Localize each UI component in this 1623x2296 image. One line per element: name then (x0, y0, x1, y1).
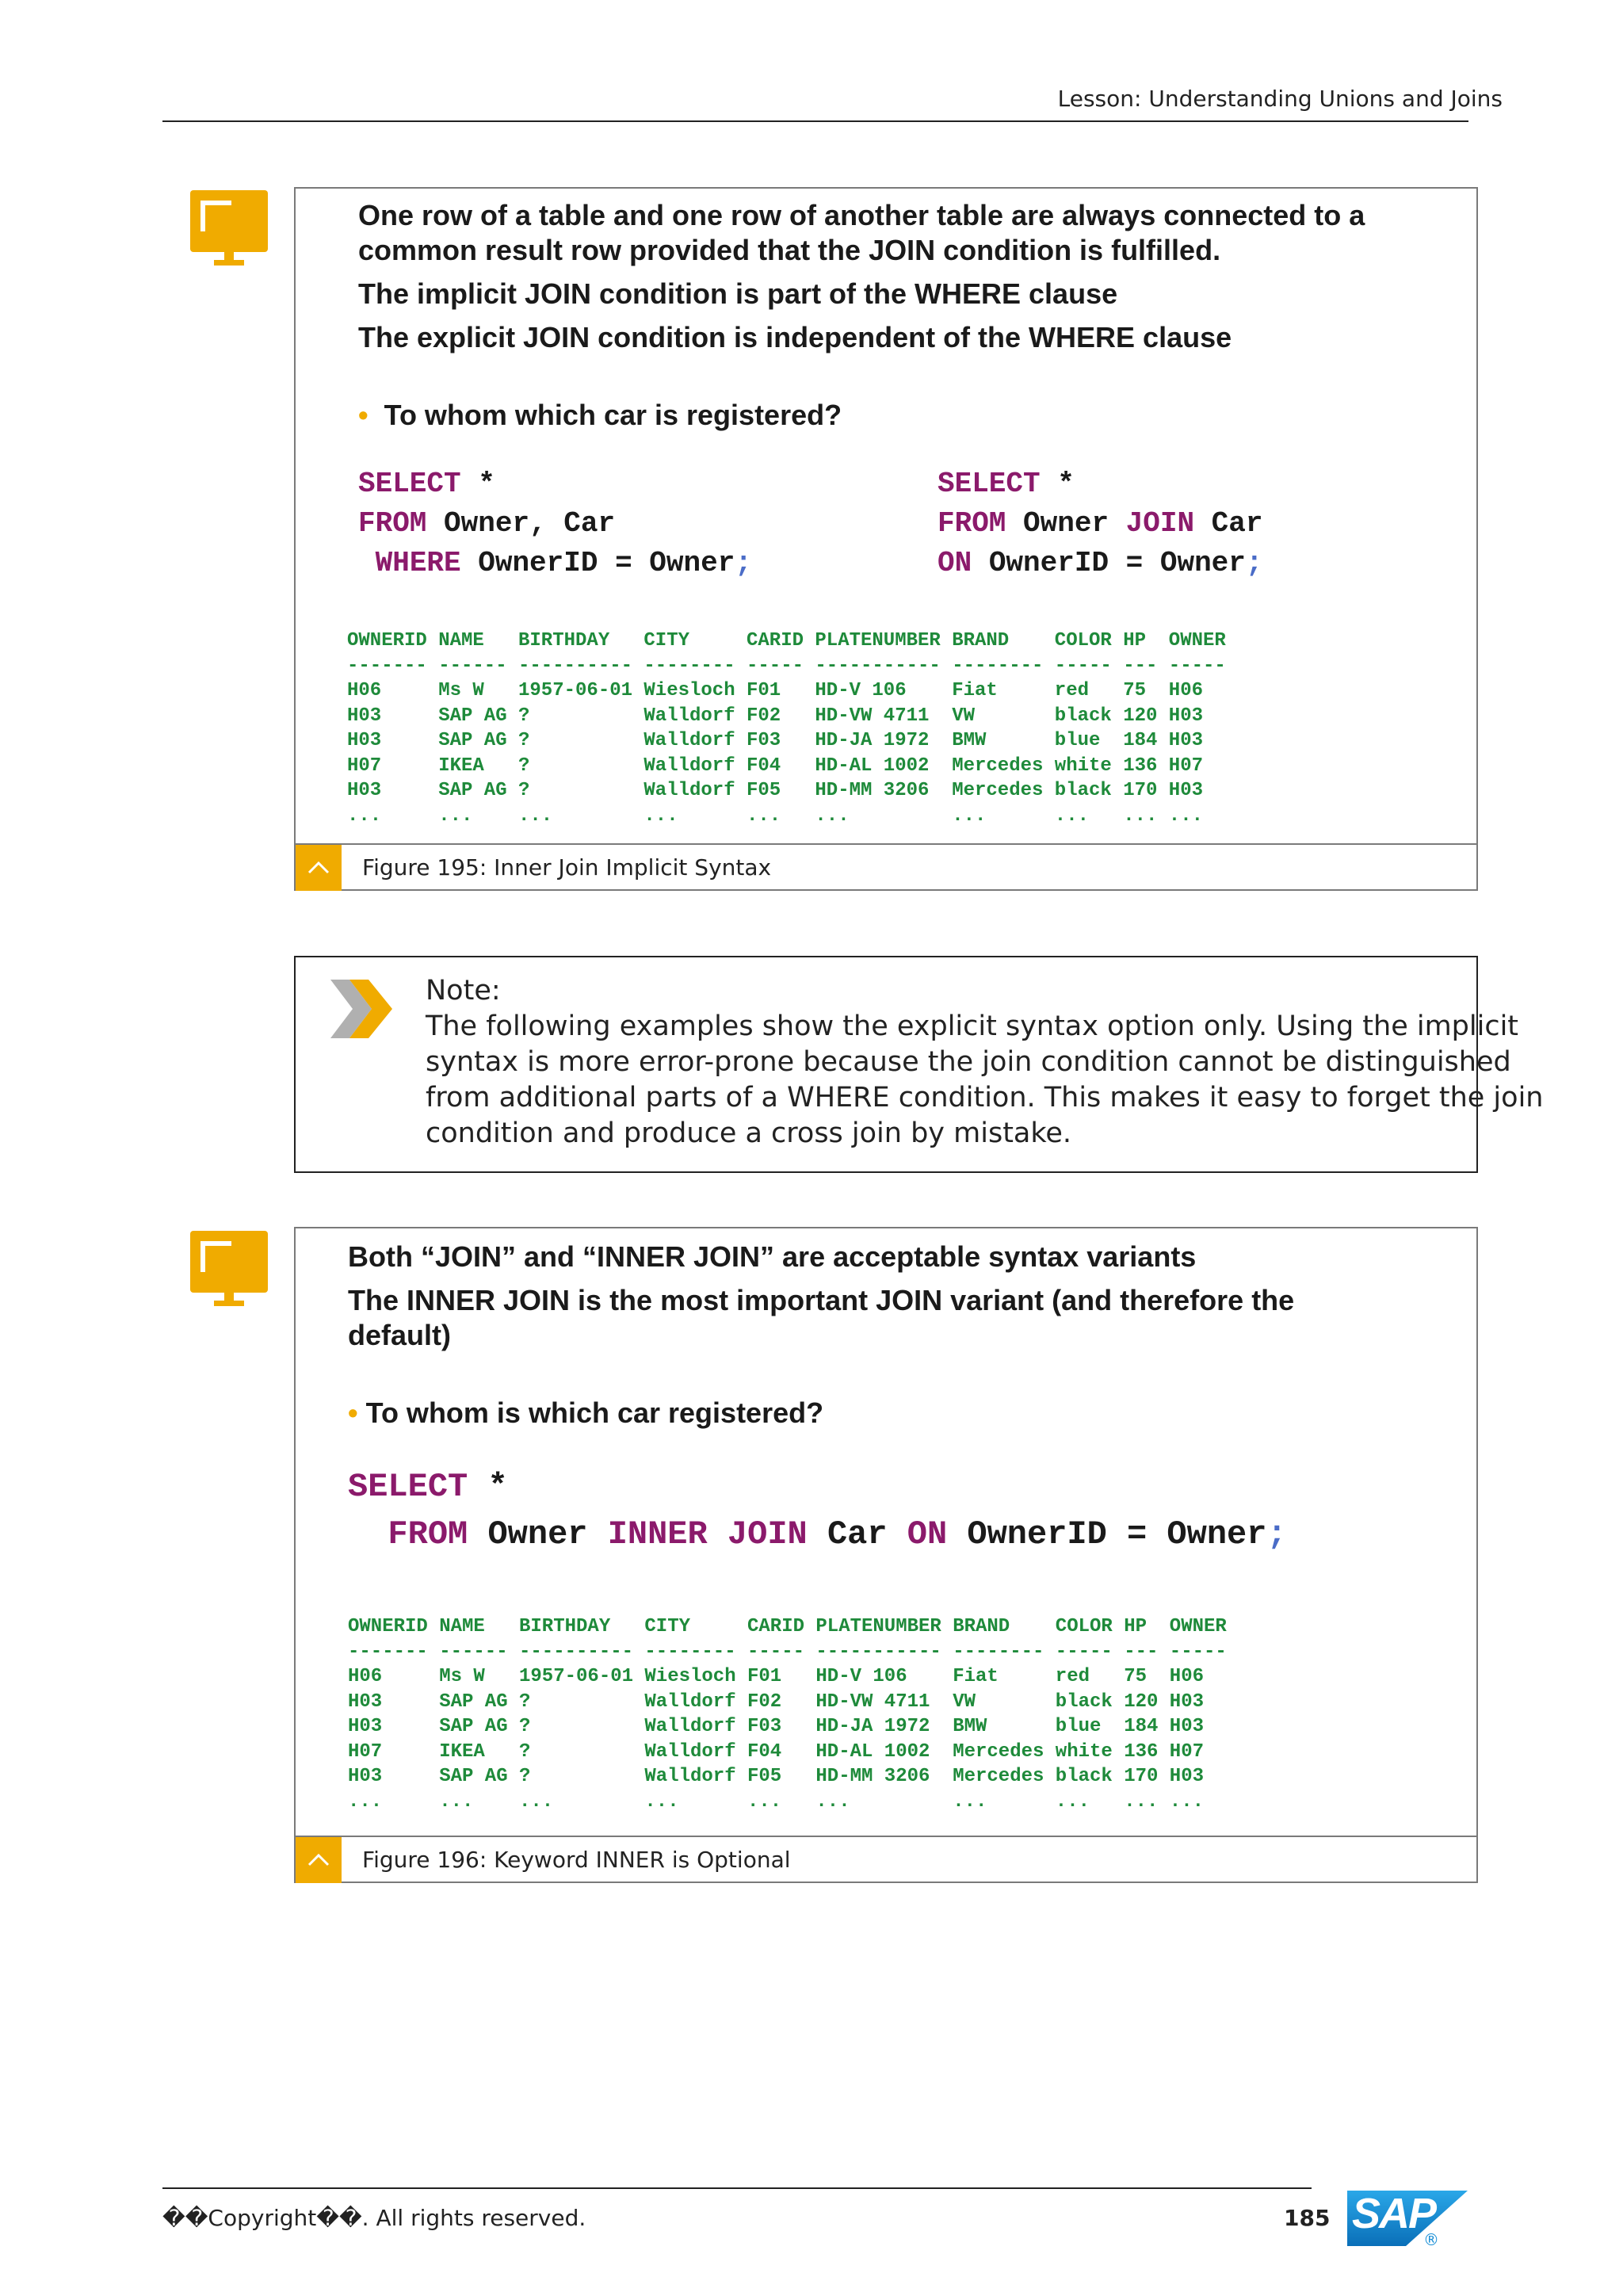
table-cell: Walldorf (643, 755, 735, 777)
table-header-separator: --- (1123, 655, 1158, 677)
table-cell: 75 (1123, 680, 1146, 701)
table-cell: H07 (1168, 755, 1204, 777)
table-cell: Mercedes (952, 755, 1044, 777)
bullet-question: • To whom is which car registered? (348, 1396, 824, 1429)
table-cell: F04 (747, 755, 781, 777)
table-header-cell: CITY (644, 1616, 690, 1637)
note-line-1: The following examples show the explicit syntax option only. Using the implicit (426, 1010, 1519, 1042)
table-column (815, 1614, 941, 1814)
table-header-cell: BIRTHDAY (518, 630, 610, 651)
bullet-dot-icon: • (348, 1396, 358, 1429)
table-cell: ? (518, 705, 530, 727)
table-cell: VW (952, 705, 975, 727)
table-cell: HD-JA 1972 (815, 1716, 930, 1737)
sap-logo: SAP ® (1347, 2187, 1476, 2249)
table-header-separator: ---------- (518, 655, 633, 677)
table-cell: F03 (747, 730, 781, 751)
table-cell: H06 (347, 680, 382, 701)
table-header-separator: -------- (643, 655, 735, 677)
lesson-title: Lesson: Understanding Unions and Joins (1057, 86, 1503, 112)
table-cell: BMW (952, 730, 987, 751)
presentation-icon (190, 1231, 268, 1312)
table-cell: SAP AG (439, 1716, 508, 1737)
table-header-separator: ----------- (815, 1641, 941, 1663)
table-header-cell: HP (1124, 1616, 1147, 1637)
table-cell: ... (747, 804, 781, 827)
figure-caption-bar (296, 1836, 1476, 1883)
table-cell: 75 (1124, 1666, 1147, 1687)
table-cell: H03 (1168, 730, 1204, 751)
table-cell: 136 (1123, 755, 1158, 777)
table-column (1123, 628, 1157, 828)
table-cell: SAP AG (439, 1690, 508, 1713)
table-column (438, 628, 506, 828)
table-cell: Walldorf (644, 1740, 736, 1763)
table-cell: 120 (1123, 705, 1158, 727)
table-cell: F05 (747, 1766, 782, 1787)
table-header-cell: OWNERID (348, 1616, 428, 1637)
table-header-cell: BRAND (952, 630, 1010, 651)
table-cell: H03 (348, 1766, 383, 1787)
table-cell: HD-VW 4711 (815, 705, 930, 727)
table-header-separator: ------ (439, 1641, 508, 1663)
table-header-cell: CARID (747, 630, 804, 651)
table-cell: F04 (747, 1740, 782, 1763)
table-cell: Fiat (952, 680, 998, 701)
note-box (294, 956, 1544, 1173)
table-cell: F01 (747, 1666, 782, 1687)
slide-line-1: Both “JOIN” and “INNER JOIN” are acceptable syntax variants (348, 1240, 1197, 1273)
slide-line-3: The implicit JOIN condition is part of the WHERE clause (358, 277, 1118, 310)
table-cell: Walldorf (643, 730, 735, 751)
table-cell: ... (348, 1790, 383, 1813)
table-header-cell: HP (1123, 630, 1146, 651)
table-header-cell: BRAND (953, 1616, 1010, 1637)
code-inner-join: SELECT * FROM Owner INNER JOIN Car ON OwnerID = Owner; (348, 1468, 1287, 1553)
table-cell: H07 (347, 755, 382, 777)
table-cell: ... (1124, 1790, 1159, 1813)
table-header-separator: ----- (747, 1641, 805, 1663)
table-column (644, 1614, 735, 1814)
table-cell: H03 (1169, 1690, 1205, 1713)
table-header-separator: ----- (1054, 655, 1112, 677)
table-cell: Mercedes (953, 1766, 1044, 1787)
table-cell: HD-JA 1972 (815, 730, 930, 751)
slide-line-3: default) (348, 1319, 451, 1351)
table-header-cell: CARID (747, 1616, 805, 1637)
table-cell: F02 (747, 705, 781, 727)
table-header-separator: -------- (952, 655, 1044, 677)
code-implicit: SELECT * FROM Owner, Car WHERE OwnerID = Owner; (358, 468, 752, 579)
table-cell: H07 (348, 1740, 383, 1763)
table-column (519, 1614, 633, 1814)
table-header-cell: OWNER (1169, 1616, 1227, 1637)
table-cell: black (1054, 705, 1112, 727)
table-cell: H03 (1168, 705, 1204, 727)
table-cell: H06 (348, 1666, 383, 1687)
table-column (1124, 1614, 1158, 1814)
table-header-separator: ----- (747, 655, 804, 677)
table-cell: red (1054, 680, 1090, 701)
table-header-separator: ----- (1055, 1641, 1113, 1663)
table-column (747, 1614, 804, 1814)
table-header-cell: NAME (438, 630, 484, 651)
table-cell: black (1054, 780, 1112, 801)
table-cell: Fiat (953, 1666, 999, 1687)
table-cell: 184 (1124, 1716, 1159, 1737)
table-cell: 170 (1123, 780, 1158, 801)
table-header-cell: BIRTHDAY (519, 1616, 611, 1637)
figure-195 (294, 187, 1478, 891)
collapse-chevron-icon[interactable] (296, 845, 342, 891)
table-cell: ... (1055, 1790, 1090, 1813)
footer-rule (162, 2187, 1312, 2189)
table-cell: 170 (1124, 1766, 1159, 1787)
table-cell: H03 (347, 730, 382, 751)
table-column (953, 1614, 1044, 1814)
table-cell: Walldorf (643, 705, 735, 727)
table-cell: ... (643, 804, 678, 827)
table-cell: ? (519, 1716, 531, 1737)
table-cell: 184 (1123, 730, 1158, 751)
table-column (1169, 628, 1226, 828)
table-cell: ... (439, 1790, 474, 1813)
table-header-separator: ------- (348, 1641, 428, 1663)
table-cell: ? (518, 780, 530, 801)
table-header-cell: PLATENUMBER (815, 630, 941, 651)
table-cell: IKEA (439, 1740, 485, 1763)
table-column (1056, 1614, 1113, 1814)
table-column (815, 628, 940, 828)
note-line-2: syntax is more error-prone because the join condition cannot be distinguished (426, 1046, 1511, 1078)
table-header-separator: ---------- (519, 1641, 634, 1663)
page-number: 185 (1284, 2205, 1331, 2231)
table-cell: IKEA (438, 755, 484, 777)
table-header-separator: ----------- (815, 655, 941, 677)
table-cell: Mercedes (953, 1740, 1044, 1763)
table-cell: Walldorf (644, 1716, 736, 1737)
table-cell: F02 (747, 1690, 782, 1713)
table-cell: 136 (1124, 1740, 1159, 1763)
table-cell: F03 (747, 1716, 782, 1737)
note-title: Note: (426, 975, 501, 1007)
collapse-chevron-icon[interactable] (296, 1837, 342, 1883)
figure-caption: Figure 196: Keyword INNER is Optional (362, 1847, 791, 1873)
table-header-cell: CITY (643, 630, 689, 651)
table-header-separator: -------- (644, 1641, 736, 1663)
table-cell: BMW (953, 1716, 987, 1737)
table-column (439, 1614, 507, 1814)
table-cell: Walldorf (643, 780, 735, 801)
table-cell: blue (1054, 730, 1101, 751)
table-header-cell: OWNERID (347, 630, 427, 651)
table-cell: ... (815, 1790, 850, 1813)
table-cell: ... (815, 804, 850, 827)
table-cell: HD-MM 3206 (815, 780, 930, 801)
table-header-separator: --- (1124, 1641, 1159, 1663)
table-cell: HD-AL 1002 (815, 1740, 930, 1763)
table-column (643, 628, 735, 828)
slide-line-2: The INNER JOIN is the most important JOIN variant (and therefore the (348, 1284, 1295, 1316)
table-cell: black (1055, 1766, 1113, 1787)
table-cell: H03 (348, 1716, 383, 1737)
table-cell: VW (953, 1690, 976, 1713)
result-table-196 (348, 1614, 1457, 1813)
table-cell: ... (1054, 804, 1090, 827)
figure-196 (294, 1227, 1478, 1883)
bullet-dot-icon: • (358, 399, 369, 431)
figure-caption-bar (296, 843, 1476, 891)
table-cell: red (1055, 1666, 1090, 1687)
note-line-3: from additional parts of a WHERE condition. This makes it easy to forget the join (426, 1082, 1544, 1114)
table-header-cell: COLOR (1055, 1616, 1113, 1637)
table-cell: H03 (1169, 1766, 1205, 1787)
table-column (347, 628, 427, 828)
table-column (952, 628, 1043, 828)
table-cell: ... (347, 804, 382, 827)
table-cell: white (1055, 1740, 1113, 1763)
table-header-separator: -------- (953, 1641, 1044, 1663)
table-cell: H03 (347, 705, 382, 727)
table-cell: SAP AG (439, 1766, 508, 1787)
table-header-cell: OWNER (1168, 630, 1226, 651)
table-cell: 120 (1124, 1690, 1159, 1713)
table-cell: HD-V 106 (815, 680, 907, 701)
table-cell: Ms W (438, 680, 484, 701)
table-cell: Wiesloch (644, 1666, 736, 1687)
table-cell: HD-VW 4711 (815, 1690, 930, 1713)
table-cell: H03 (1168, 780, 1204, 801)
table-header-cell: NAME (439, 1616, 485, 1637)
note-chevron-icon (326, 976, 399, 1045)
table-cell: SAP AG (438, 730, 507, 751)
slide-line-2: common result row provided that the JOIN condition is fulfilled. (358, 234, 1221, 266)
table-column (518, 628, 632, 828)
table-cell: F01 (747, 680, 781, 701)
copyright-text: ��Copyright��. All rights reserved. (162, 2205, 586, 2231)
table-cell: HD-AL 1002 (815, 755, 930, 777)
bullet-question: • To whom which car is registered? (358, 399, 842, 431)
table-cell: H07 (1169, 1740, 1205, 1763)
table-cell: Mercedes (952, 780, 1044, 801)
table-header-cell: COLOR (1054, 630, 1112, 651)
table-cell: F05 (747, 780, 781, 801)
table-cell: Walldorf (644, 1690, 736, 1713)
table-cell: 1957-06-01 (519, 1666, 634, 1687)
table-cell: H06 (1168, 680, 1204, 701)
table-cell: white (1054, 755, 1112, 777)
presentation-icon (190, 190, 268, 271)
table-cell: blue (1055, 1716, 1102, 1737)
table-cell: ... (438, 804, 473, 827)
table-cell: ... (644, 1790, 679, 1813)
table-cell: H03 (348, 1690, 383, 1713)
table-header-separator: ------ (438, 655, 507, 677)
table-cell: 1957-06-01 (518, 680, 633, 701)
header-rule (162, 120, 1468, 122)
table-cell: Wiesloch (643, 680, 735, 701)
table-header-separator: ------- (347, 655, 427, 677)
table-cell: ... (952, 804, 987, 827)
table-cell: ? (518, 755, 530, 777)
table-cell: H06 (1169, 1666, 1205, 1687)
table-cell: ... (518, 804, 553, 827)
table-cell: HD-MM 3206 (815, 1766, 930, 1787)
table-cell: ... (1169, 1790, 1205, 1813)
table-cell: Ms W (439, 1666, 485, 1687)
code-explicit: SELECT * FROM Owner JOIN Car ON OwnerID = Owner; (938, 468, 1263, 579)
table-cell: H03 (1169, 1716, 1205, 1737)
table-cell: ? (518, 730, 530, 751)
table-cell: ... (953, 1790, 987, 1813)
table-column (1170, 1614, 1227, 1814)
table-cell: ... (519, 1790, 554, 1813)
table-cell: SAP AG (438, 780, 507, 801)
table-header-separator: ----- (1169, 1641, 1227, 1663)
table-cell: SAP AG (438, 705, 507, 727)
table-cell: ... (1123, 804, 1158, 827)
table-cell: black (1055, 1690, 1113, 1713)
slide-line-1: One row of a table and one row of another table are always connected to a (358, 199, 1365, 231)
table-cell: H03 (347, 780, 382, 801)
note-line-4: condition and produce a cross join by mistake. (426, 1117, 1072, 1149)
table-column (1055, 628, 1112, 828)
table-cell: ? (519, 1766, 531, 1787)
table-cell: ? (519, 1740, 531, 1763)
table-cell: ... (747, 1790, 782, 1813)
table-cell: ? (519, 1690, 531, 1713)
table-cell: HD-V 106 (815, 1666, 907, 1687)
table-header-cell: PLATENUMBER (815, 1616, 941, 1637)
table-cell: Walldorf (644, 1766, 736, 1787)
table-cell: ... (1168, 804, 1204, 827)
figure-caption: Figure 195: Inner Join Implicit Syntax (362, 854, 772, 881)
slide-line-4: The explicit JOIN condition is independent of the WHERE clause (358, 321, 1232, 353)
result-table-195 (347, 628, 1457, 827)
table-column (348, 1614, 428, 1814)
table-header-separator: ----- (1168, 655, 1226, 677)
table-column (747, 628, 804, 828)
